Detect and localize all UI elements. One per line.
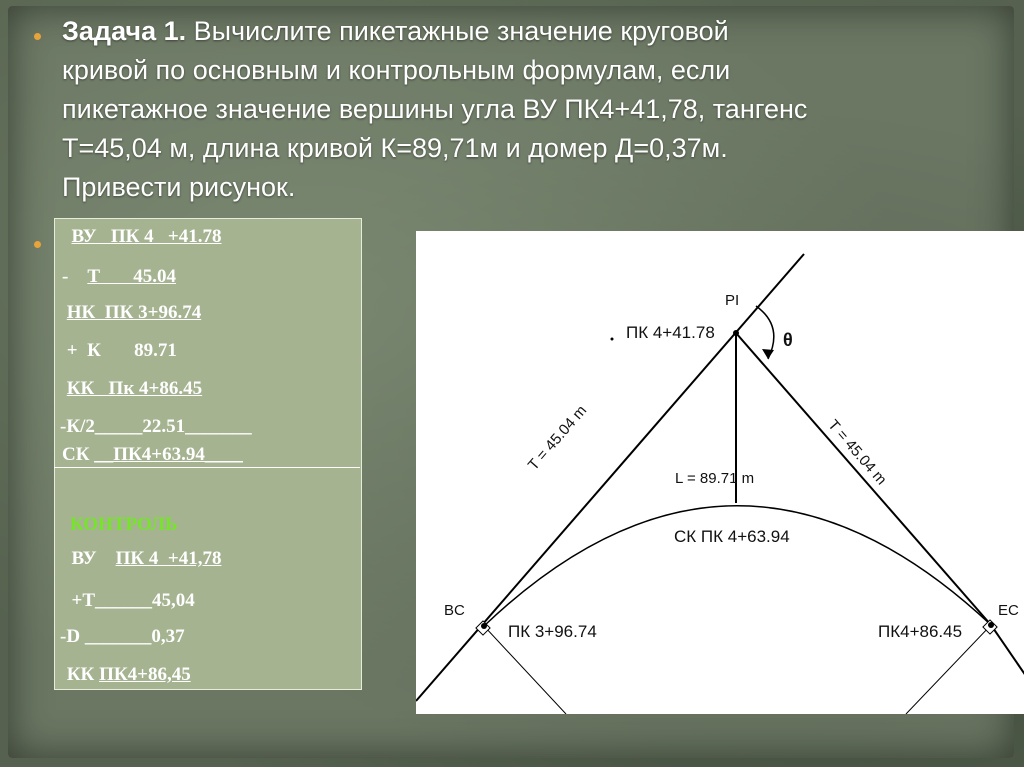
calculation-divider bbox=[54, 467, 360, 468]
calc-line-t: - Т 45.04 bbox=[62, 266, 177, 287]
t-right-label: T = 45.04 m bbox=[824, 416, 890, 489]
calc-line-nk: НК ПК 3+96.74 bbox=[66, 302, 202, 323]
tangent-extension bbox=[991, 625, 1024, 676]
bc-label: BC bbox=[444, 602, 465, 619]
task-heading: Задача 1. bbox=[62, 16, 187, 46]
ec-station-label: ПК4+86.45 bbox=[878, 622, 963, 641]
control-line-d: -D _______0,37 bbox=[60, 626, 185, 647]
calc-line-k-half: -К/2_____22.51_______ bbox=[60, 416, 252, 437]
calc-line-vu: ВУ ПК 4 +41.78 bbox=[71, 226, 222, 247]
t-left-label: T = 45.04 m bbox=[524, 402, 591, 474]
calc-line-sk: СК __ПК4+63.94____ bbox=[62, 444, 243, 465]
curve-diagram bbox=[416, 231, 1024, 714]
pi-point bbox=[733, 330, 739, 336]
ec-label: EC bbox=[998, 602, 1019, 619]
pi-label: PI bbox=[725, 292, 740, 309]
task-line-5: Привести рисунок. bbox=[62, 172, 296, 202]
calc-line-kk: КК Пк 4+86.45 bbox=[66, 378, 203, 399]
bc-station-label: ПК 3+96.74 bbox=[508, 622, 597, 641]
bc-point bbox=[481, 623, 487, 629]
task-statement bbox=[62, 12, 962, 207]
task-line-1: Вычислите пикетажные значение круговой bbox=[186, 16, 729, 46]
pi-station-label: ПК 4+41.78 bbox=[626, 323, 715, 342]
task-line-2: кривой по основным и контрольным формулам, если bbox=[62, 55, 731, 85]
circular-arc bbox=[484, 506, 991, 626]
tangent-line-right bbox=[736, 333, 991, 625]
calc-line-k: + К 89.71 bbox=[62, 340, 177, 361]
l-label: L = 89.71 m bbox=[675, 470, 755, 487]
task-line-3: пикетажное значение вершины угла ВУ ПК4+41,78, тангенс bbox=[62, 94, 808, 124]
mid-station-label: СК ПК 4+63.94 bbox=[674, 527, 790, 546]
mark-dot bbox=[611, 338, 614, 341]
control-line-t: +Т______45,04 bbox=[62, 590, 195, 611]
ec-point bbox=[988, 622, 994, 628]
control-line-vu: ВУ ПК 4 +41,78 bbox=[62, 548, 222, 569]
task-line-4: Т=45,04 м, длина кривой К=89,71м и домер Д=0,37м. bbox=[62, 133, 728, 163]
bullet-icon bbox=[34, 33, 41, 40]
control-title: КОНТРОЛЬ bbox=[70, 514, 178, 535]
theta-arrowhead-icon bbox=[762, 349, 774, 359]
bullet-icon bbox=[34, 241, 41, 248]
control-line-kk: КК ПК4+86,45 bbox=[62, 664, 191, 685]
theta-label: θ bbox=[783, 330, 793, 350]
